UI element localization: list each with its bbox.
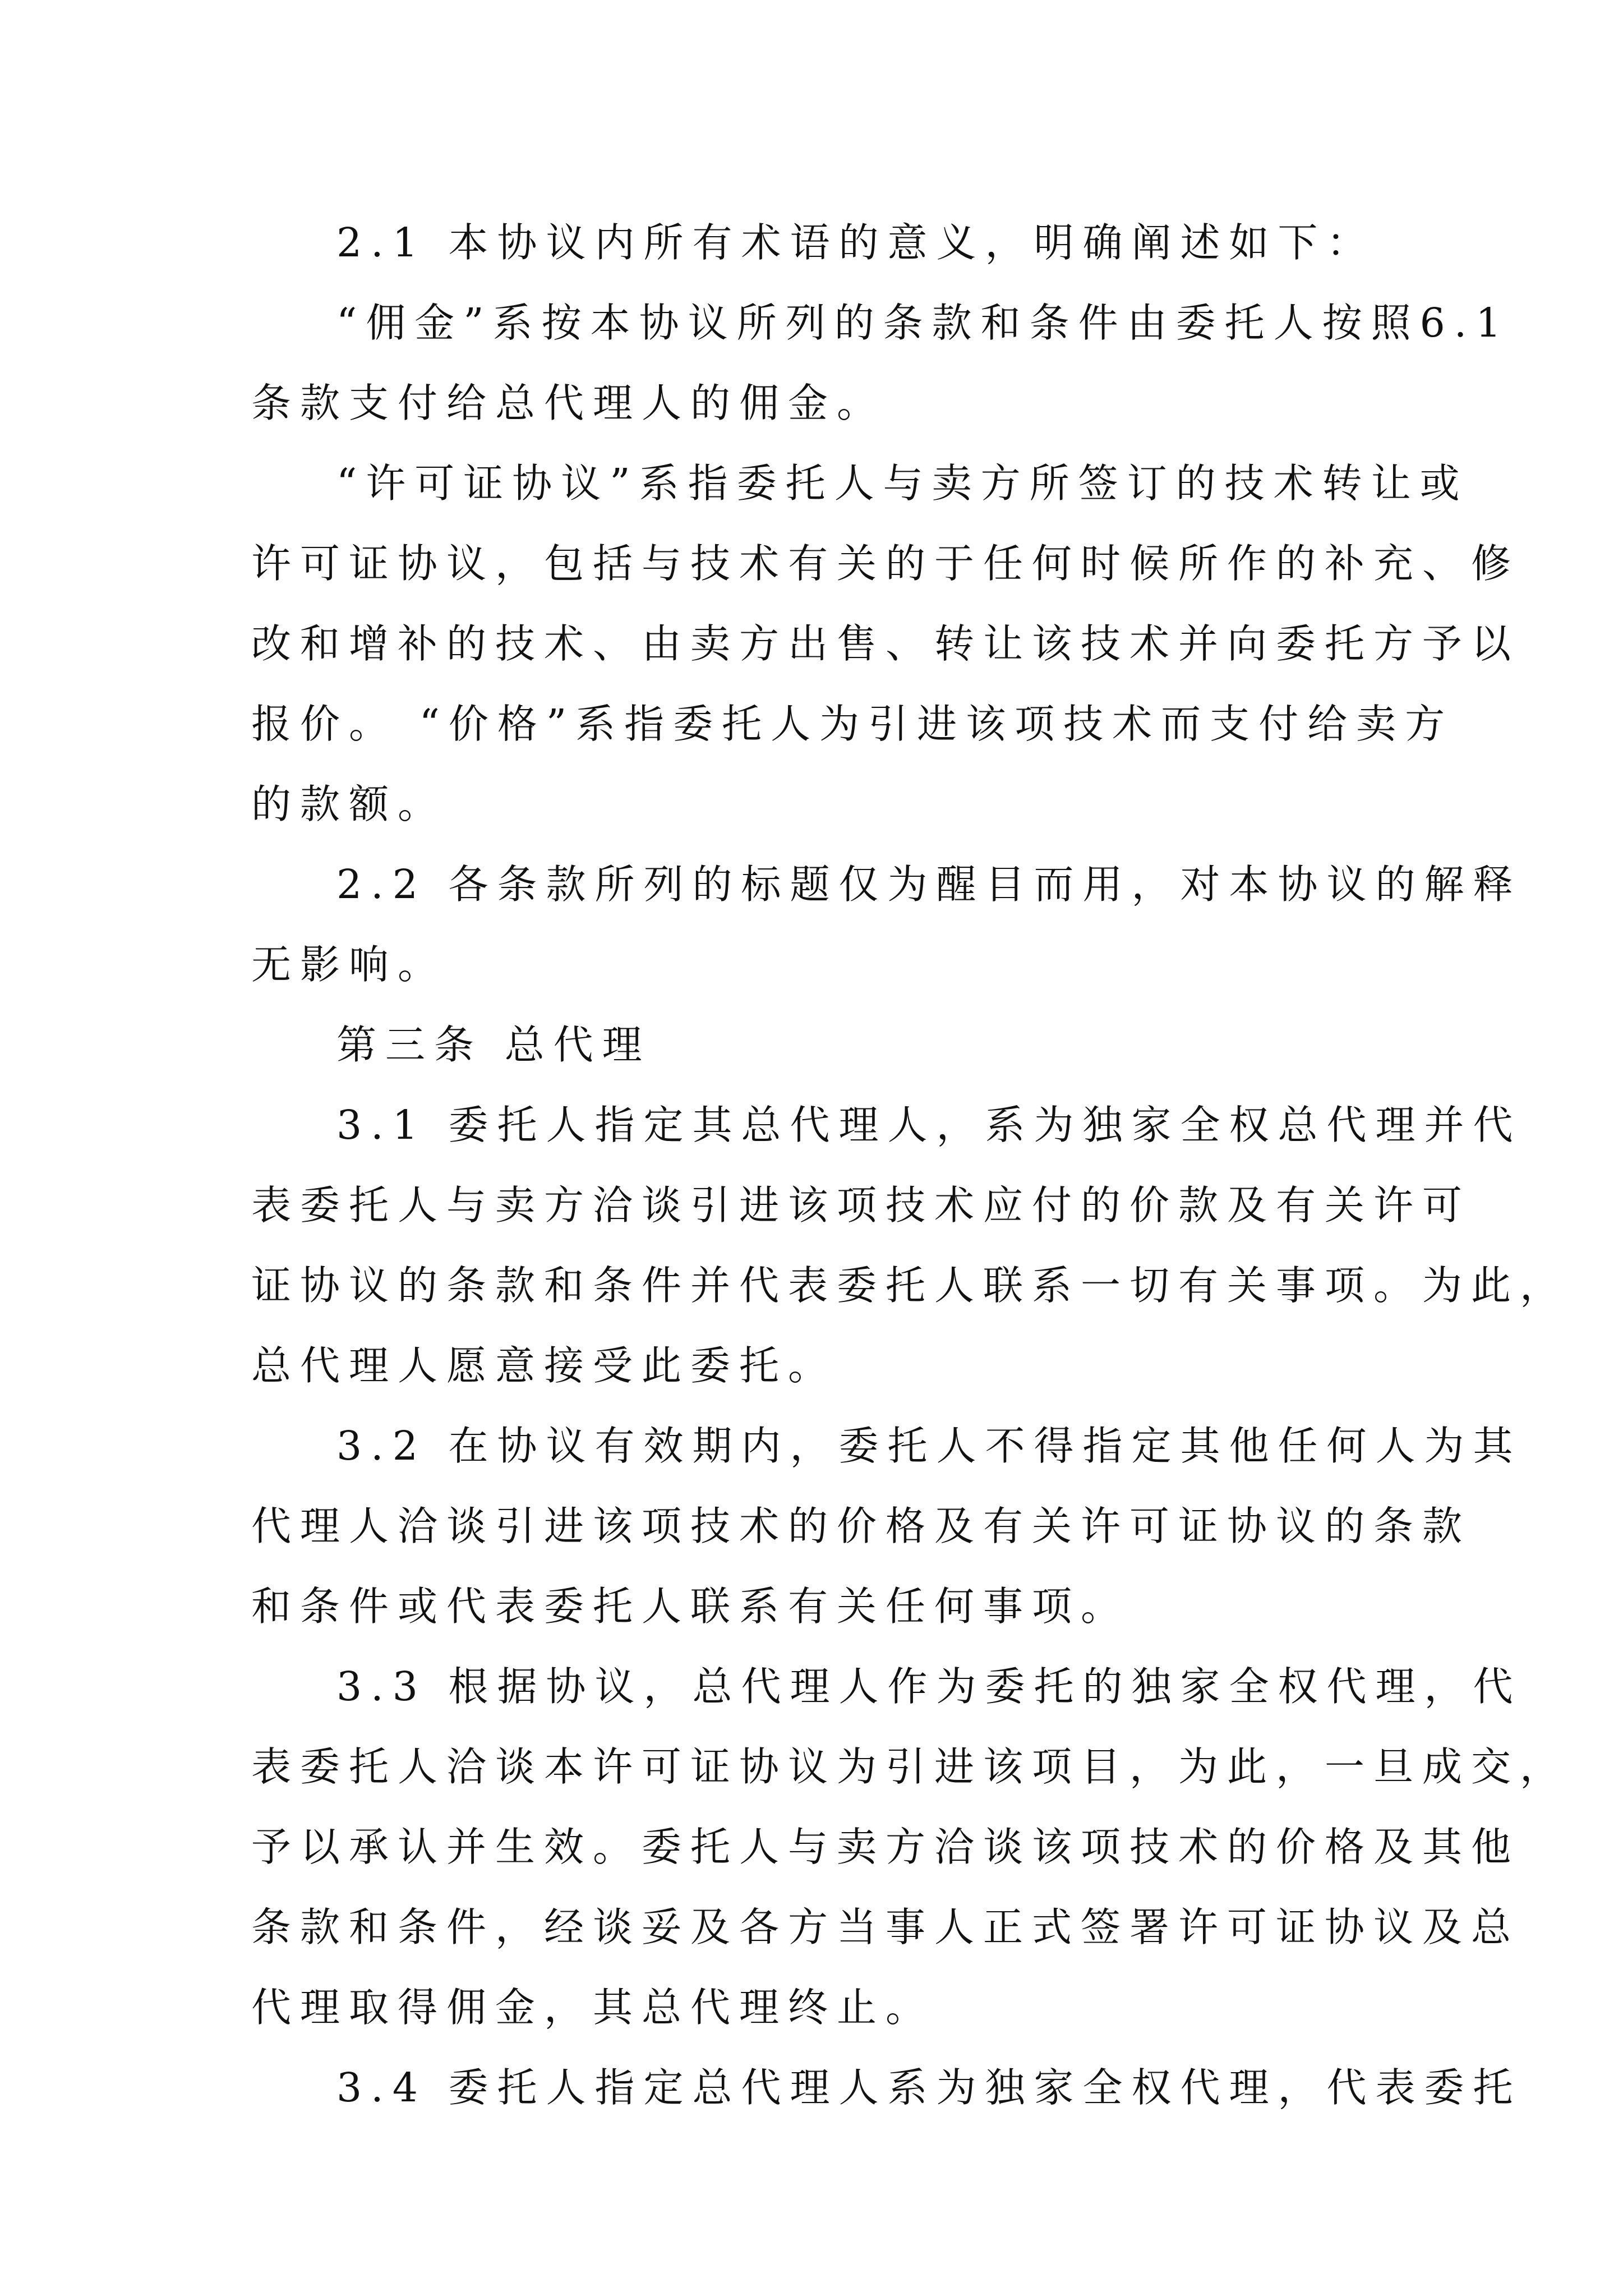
- paragraph-3-1-line: 证协议的条款和条件并代表委托人联系一切有关事项。为此，: [251, 1262, 1569, 1309]
- paragraph-3-1-line: 表委托人与卖方洽谈引进该项技术应付的价款及有关许可: [251, 1182, 1472, 1228]
- paragraph-3-3-line: 条款和条件，经谈妥及各方当事人正式签署许可证协议及总: [251, 1904, 1520, 1950]
- paragraph-3-3-line: 3.3 根据协议，总代理人作为委托的独家全权代理，代: [336, 1663, 1522, 1710]
- paragraph-2-1-line: 2.1 本协议内所有术语的意义，明确阐述如下：: [336, 219, 1376, 266]
- paragraph-2-2-line: 2.2 各条款所列的标题仅为醒目而用，对本协议的解释: [336, 861, 1522, 908]
- paragraph-3-3-line: 表委托人洽谈本许可证协议为引进该项目，为此，一旦成交，: [251, 1743, 1569, 1790]
- definition-license-line: 许可证协议，包括与技术有关的于任何时候所作的补充、修: [251, 540, 1520, 587]
- paragraph-3-2-line: 代理人洽谈引进该项技术的价格及有关许可证协议的条款: [251, 1503, 1472, 1549]
- definition-price-line: 的款额。: [251, 781, 447, 827]
- definition-commission-line: 条款支付给总代理人的佣金。: [251, 380, 886, 426]
- definition-price-line: 报价。 “价格”系指委托人为引进该项技术而支付给卖方: [251, 701, 1454, 747]
- paragraph-3-2-line: 3.2 在协议有效期内，委托人不得指定其他任何人为其: [336, 1423, 1522, 1469]
- paragraph-2-2-line: 无影响。: [251, 941, 447, 988]
- definition-license-line: “许可证协议”系指委托人与卖方所签订的技术转让或: [336, 460, 1469, 507]
- paragraph-3-3-line: 代理取得佣金，其总代理终止。: [251, 1984, 935, 2031]
- paragraph-3-1-line: 3.1 委托人指定其总代理人，系为独家全权总代理并代: [336, 1102, 1522, 1148]
- paragraph-3-1-line: 总代理人愿意接受此委托。: [251, 1342, 837, 1389]
- paragraph-3-2-line: 和条件或代表委托人联系有关任何事项。: [251, 1583, 1130, 1630]
- definition-commission-line: “佣金”系按本协议所列的条款和条件由委托人按照6.1: [336, 300, 1510, 346]
- article-3-heading: 第三条 总代理: [336, 1022, 651, 1068]
- paragraph-3-4-line: 3.4 委托人指定总代理人系为独家全权代理，代表委托: [336, 2064, 1522, 2111]
- definition-license-line: 改和增补的技术、由卖方出售、转让该技术并向委托方予以: [251, 620, 1520, 667]
- paragraph-3-3-line: 予以承认并生效。委托人与卖方洽谈该项技术的价格及其他: [251, 1824, 1520, 1870]
